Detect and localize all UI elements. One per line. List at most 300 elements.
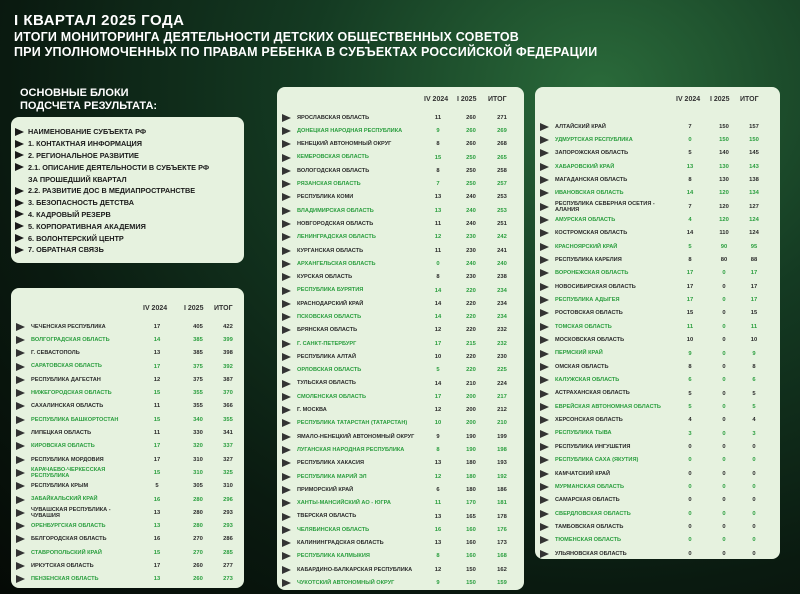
table-row (11, 546, 244, 559)
value-q1: 220 (466, 314, 476, 321)
value-q4: 4 (688, 417, 692, 424)
block-item-label: 1. КОНТАКТНАЯ ИНФОРМАЦИЯ (28, 139, 143, 149)
value-q4: 14 (434, 300, 442, 307)
value-q1: 165 (466, 513, 476, 520)
value-q4: 0 (688, 443, 692, 450)
value-total: 127 (749, 203, 759, 210)
arrow-icon (540, 550, 549, 558)
table-row (535, 507, 780, 520)
region-name: ВОЛОГОДСКАЯ ОБЛАСТЬ (297, 167, 370, 174)
value-total: 3 (752, 430, 756, 437)
table-row (535, 147, 780, 160)
value-total: 224 (497, 380, 507, 387)
arrow-icon (16, 562, 25, 570)
value-total: 399 (223, 336, 233, 343)
table-row (11, 506, 244, 519)
arrow-icon (540, 229, 549, 237)
value-total: 422 (223, 323, 233, 330)
arrow-icon (282, 273, 291, 281)
value-total: 310 (223, 483, 233, 490)
blocks-title-line-1: ОСНОВНЫЕ БЛОКИ (20, 87, 129, 99)
value-total: 241 (497, 247, 507, 254)
value-total: 193 (497, 460, 507, 467)
region-name: СТАВРОПОЛЬСКИЙ КРАЙ (31, 549, 102, 556)
table-row (535, 187, 780, 200)
table-row (11, 373, 244, 386)
table-row (11, 333, 244, 346)
value-total: 0 (752, 550, 756, 557)
table-row (535, 374, 780, 387)
value-q1: 0 (722, 310, 726, 317)
table-row (277, 337, 524, 350)
value-q4: 14 (686, 230, 694, 237)
value-total: 327 (223, 456, 233, 463)
table-row (535, 494, 780, 507)
region-name: БЕЛГОРОДСКАЯ ОБЛАСТЬ (31, 536, 107, 543)
arrow-icon (16, 469, 25, 477)
value-q4: 13 (153, 523, 161, 530)
value-total: 398 (223, 350, 233, 357)
value-q1: 405 (193, 323, 203, 330)
value-total: 212 (497, 407, 507, 414)
value-q1: 0 (722, 430, 726, 437)
arrow-icon (16, 323, 25, 331)
table-row (11, 386, 244, 399)
value-total: 5 (752, 403, 756, 410)
arrow-icon (15, 210, 24, 218)
region-name: ЧУВАШСКАЯ РЕСПУБЛИКА - ЧУВАШИЯ (31, 506, 111, 519)
table-row (535, 253, 780, 266)
value-total: 8 (752, 363, 756, 370)
table-row (11, 440, 244, 453)
value-q1: 0 (722, 523, 726, 530)
value-total: 178 (497, 513, 507, 520)
table-row (535, 173, 780, 186)
arrow-icon (282, 233, 291, 241)
arrow-icon (16, 416, 25, 424)
value-total: 251 (497, 221, 507, 228)
region-name: КУРГАНСКАЯ ОБЛАСТЬ (297, 247, 364, 254)
region-name: КУРСКАЯ ОБЛАСТЬ (297, 274, 353, 281)
value-q1: 250 (466, 181, 476, 188)
value-total: 271 (497, 114, 507, 121)
value-q4: 0 (688, 510, 692, 517)
arrow-icon (540, 430, 549, 438)
value-total: 0 (752, 470, 756, 477)
column-header-c1: IV 2024 (143, 305, 168, 312)
value-q1: 260 (193, 562, 203, 569)
arrow-icon (16, 522, 25, 530)
value-q4: 10 (434, 353, 442, 360)
arrow-icon (16, 402, 25, 410)
arrow-icon (282, 167, 291, 175)
region-name: ЗАБАЙКАЛЬСКИЙ КРАЙ (31, 496, 98, 503)
table-row (535, 160, 780, 173)
blocks-title-line-2: ПОДСЧЕТА РЕЗУЛЬТАТА: (20, 100, 158, 112)
arrow-icon (540, 323, 549, 331)
region-name: РЕСПУБЛИКА КАРЕЛИЯ (555, 257, 622, 263)
arrow-icon (540, 256, 549, 264)
value-q4: 16 (153, 536, 161, 543)
arrow-icon (282, 513, 291, 521)
value-q4: 0 (688, 137, 692, 144)
region-name: ЧЕЛЯБИНСКАЯ ОБЛАСТЬ (297, 526, 370, 533)
value-total: 285 (223, 549, 233, 556)
arrow-icon (282, 566, 291, 574)
value-q1: 180 (466, 486, 476, 493)
value-q4: 13 (153, 509, 161, 516)
value-q4: 15 (153, 549, 161, 556)
table-row (277, 576, 524, 589)
table-row (535, 427, 780, 440)
value-q4: 9 (688, 350, 692, 357)
table-row (277, 217, 524, 230)
table-row (535, 400, 780, 413)
region-name: Г. МОСКВА (297, 407, 327, 414)
arrow-icon (540, 456, 549, 464)
value-total: 176 (497, 526, 507, 533)
value-q1: 385 (193, 336, 203, 343)
value-q4: 0 (688, 523, 692, 530)
value-q4: 8 (436, 553, 440, 560)
block-item (15, 126, 244, 138)
table-row (277, 151, 524, 164)
value-total: 234 (497, 300, 507, 307)
value-q1: 170 (466, 500, 476, 507)
arrow-icon (282, 154, 291, 162)
value-q4: 12 (434, 327, 442, 334)
value-q1: 0 (722, 537, 726, 544)
arrow-icon (540, 510, 549, 518)
value-total: 277 (223, 562, 233, 569)
table-row (11, 426, 244, 439)
value-q4: 8 (688, 257, 692, 264)
table-row (535, 280, 780, 293)
value-total: 293 (223, 509, 233, 516)
region-name: ОРЕНБУРГСКАЯ ОБЛАСТЬ (31, 522, 106, 529)
value-total: 17 (750, 297, 758, 304)
table-row (535, 534, 780, 547)
value-q1: 90 (720, 243, 728, 250)
arrow-icon (16, 442, 25, 450)
region-name: ИВАНОВСКАЯ ОБЛАСТЬ (555, 190, 624, 197)
value-q1: 270 (193, 549, 203, 556)
table-row (535, 454, 780, 467)
arrow-icon (540, 496, 549, 504)
region-name: ПЕРМСКИЙ КРАЙ (555, 350, 603, 357)
table-row (535, 227, 780, 240)
arrow-icon (16, 496, 25, 504)
region-name: ЧЕЧЕНСКАЯ РЕСПУБЛИКА (31, 323, 106, 330)
table-row (277, 563, 524, 576)
value-q4: 4 (688, 217, 692, 224)
value-q1: 130 (719, 177, 729, 184)
table-row (277, 457, 524, 470)
value-q1: 0 (722, 403, 726, 410)
value-q4: 5 (688, 243, 692, 250)
column-header-c1: IV 2024 (676, 96, 701, 103)
arrow-icon (540, 189, 549, 197)
value-q4: 7 (688, 123, 692, 130)
table-row (535, 440, 780, 453)
arrow-icon (282, 340, 291, 348)
value-total: 370 (223, 390, 233, 397)
value-q4: 9 (436, 433, 440, 440)
value-total: 286 (223, 536, 233, 543)
value-q1: 0 (722, 470, 726, 477)
value-total: 234 (497, 287, 507, 294)
value-q1: 375 (193, 376, 203, 383)
arrow-icon (540, 283, 549, 291)
column-header-c1: IV 2024 (424, 96, 449, 103)
region-name: КАБАРДИНО-БАЛКАРСКАЯ РЕСПУБЛИКА (297, 566, 413, 573)
value-total: 253 (497, 194, 507, 201)
arrow-icon (16, 429, 25, 437)
value-q4: 14 (434, 380, 442, 387)
arrow-icon (540, 243, 549, 251)
value-q4: 8 (436, 141, 440, 148)
value-q1: 280 (193, 509, 203, 516)
table-row (277, 231, 524, 244)
value-total: 210 (497, 420, 507, 427)
ranking-panel-1 (11, 288, 244, 588)
region-name: КАЛИНИНГРАДСКАЯ ОБЛАСТЬ (297, 540, 384, 547)
arrow-icon (282, 539, 291, 547)
region-name: КРАСНОЯРСКИЙ КРАЙ (555, 243, 618, 250)
value-q4: 13 (686, 163, 694, 170)
value-q1: 0 (722, 497, 726, 504)
value-total: 265 (497, 154, 507, 161)
value-q4: 9 (436, 127, 440, 134)
block-item (15, 244, 244, 256)
block-item-label: 2.2. РАЗВИТИЕ ДОС В МЕДИАПРОСТРАНСТВЕ (28, 186, 196, 196)
value-total: 238 (497, 274, 507, 281)
region-name: КОСТРОМСКАЯ ОБЛАСТЬ (555, 230, 628, 237)
value-total: 15 (750, 310, 758, 317)
table-row (277, 510, 524, 523)
region-name: РЕСПУБЛИКА ТЫВА (555, 430, 612, 437)
value-q4: 11 (434, 114, 442, 121)
table-row (11, 466, 244, 479)
value-q4: 12 (434, 473, 442, 480)
value-q1: 280 (193, 496, 203, 503)
value-q4: 11 (434, 500, 442, 507)
value-q1: 160 (466, 540, 476, 547)
arrow-icon (540, 296, 549, 304)
arrow-icon (282, 406, 291, 414)
value-q1: 200 (466, 420, 476, 427)
value-total: 124 (749, 217, 759, 224)
value-q4: 11 (686, 323, 694, 330)
value-total: 257 (497, 181, 507, 188)
region-name: ВЛАДИМИРСКАЯ ОБЛАСТЬ (297, 207, 374, 214)
value-q4: 12 (434, 234, 442, 241)
value-q4: 14 (153, 336, 161, 343)
table-row (535, 347, 780, 360)
region-name: ТУЛЬСКАЯ ОБЛАСТЬ (297, 380, 356, 387)
value-q1: 0 (722, 377, 726, 384)
column-header-c2: I 2025 (457, 96, 477, 103)
arrow-icon (282, 260, 291, 268)
value-q4: 0 (688, 470, 692, 477)
block-item (15, 185, 244, 197)
region-name: ЕВРЕЙСКАЯ АВТОНОМНАЯ ОБЛАСТЬ (555, 403, 661, 410)
value-total: 392 (223, 363, 233, 370)
table-row (535, 293, 780, 306)
value-q4: 5 (688, 390, 692, 397)
block-item-label: ЗА ПРОШЕДШИЙ КВАРТАЛ (28, 174, 127, 184)
value-q1: 220 (466, 327, 476, 334)
arrow-icon (540, 203, 549, 211)
value-q1: 240 (466, 194, 476, 201)
arrow-icon (15, 222, 24, 230)
value-q4: 11 (153, 403, 161, 410)
value-q1: 230 (466, 234, 476, 241)
block-item (15, 220, 244, 232)
value-q4: 6 (436, 486, 440, 493)
arrow-icon (540, 470, 549, 478)
table-row (277, 297, 524, 310)
region-name: ЯРОСЛАВСКАЯ ОБЛАСТЬ (297, 114, 370, 121)
region-name: ЛИПЕЦКАЯ ОБЛАСТЬ (31, 429, 92, 436)
table-row (277, 124, 524, 137)
value-q4: 13 (434, 460, 442, 467)
table-row (535, 360, 780, 373)
region-name: ТЮМЕНСКАЯ ОБЛАСТЬ (555, 537, 622, 544)
value-q1: 210 (466, 380, 476, 387)
arrow-icon (282, 380, 291, 388)
block-item-label: 2. РЕГИОНАЛЬНОЕ РАЗВИТИЕ (28, 150, 139, 160)
block-item-label: 3. БЕЗОПАСНОСТЬ ДЕТСТВА (28, 198, 134, 208)
region-name: ХАНТЫ-МАНСИЙСКИЙ АО - ЮГРА (297, 500, 391, 507)
table-row (535, 240, 780, 253)
value-total: 0 (752, 510, 756, 517)
arrow-icon (540, 309, 549, 317)
arrow-icon (282, 446, 291, 454)
arrow-icon (282, 552, 291, 560)
block-item-label: 6. ВОЛОНТЕРСКИЙ ЦЕНТР (28, 233, 124, 243)
region-name: СВЕРДЛОВСКАЯ ОБЛАСТЬ (555, 510, 631, 517)
value-q1: 260 (193, 576, 203, 583)
region-name: МОСКОВСКАЯ ОБЛАСТЬ (555, 337, 625, 344)
region-name: КАРАЧАЕВО-ЧЕРКЕССКАЯ РЕСПУБЛИКА (31, 466, 106, 479)
value-q1: 250 (466, 167, 476, 174)
value-total: 150 (749, 137, 759, 144)
value-total: 268 (497, 141, 507, 148)
value-q1: 0 (722, 283, 726, 290)
arrow-icon (16, 549, 25, 557)
arrow-icon (540, 163, 549, 171)
arrow-icon (282, 486, 291, 494)
region-name: ОМСКАЯ ОБЛАСТЬ (555, 363, 609, 370)
arrow-icon (540, 136, 549, 144)
region-name: ДОНЕЦКАЯ НАРОДНАЯ РЕСПУБЛИКА (297, 127, 403, 134)
value-q1: 230 (466, 274, 476, 281)
region-name: УЛЬЯНОВСКАЯ ОБЛАСТЬ (555, 550, 627, 557)
value-total: 387 (223, 376, 233, 383)
arrow-icon (540, 269, 549, 277)
region-name: РЕСПУБЛИКА ИНГУШЕТИЯ (555, 443, 631, 450)
table-row (535, 213, 780, 226)
table-row (277, 497, 524, 510)
value-q1: 220 (466, 367, 476, 374)
value-q4: 0 (688, 497, 692, 504)
table-row (277, 443, 524, 456)
value-q4: 6 (688, 377, 692, 384)
arrow-icon (16, 349, 25, 357)
value-q1: 355 (193, 403, 203, 410)
value-q1: 355 (193, 390, 203, 397)
value-q4: 16 (434, 526, 442, 533)
table-row (11, 519, 244, 532)
arrow-icon (282, 300, 291, 308)
value-q4: 15 (686, 310, 694, 317)
arrow-icon (282, 127, 291, 135)
value-total: 181 (497, 500, 507, 507)
region-name: КРАСНОДАРСКИЙ КРАЙ (297, 300, 364, 307)
value-total: 159 (497, 580, 507, 587)
region-name: РОСТОВСКАЯ ОБЛАСТЬ (555, 310, 623, 317)
value-q1: 280 (193, 523, 203, 530)
arrow-icon (540, 350, 549, 358)
region-name: БРЯНСКАЯ ОБЛАСТЬ (297, 327, 358, 334)
value-q1: 150 (466, 580, 476, 587)
arrow-icon (282, 419, 291, 427)
region-name: УДМУРТСКАЯ РЕСПУБЛИКА (555, 136, 633, 143)
table-row (277, 284, 524, 297)
value-total: 9 (752, 350, 756, 357)
arrow-icon (282, 526, 291, 534)
value-q4: 17 (153, 443, 161, 450)
value-q1: 240 (466, 207, 476, 214)
value-q1: 215 (466, 340, 476, 347)
region-name: ЛУГАНСКАЯ НАРОДНАЯ РЕСПУБЛИКА (297, 446, 405, 453)
value-q4: 11 (434, 247, 442, 254)
region-name: КИРОВСКАЯ ОБЛАСТЬ (31, 443, 95, 450)
value-q4: 10 (434, 420, 442, 427)
value-q4: 5 (436, 367, 440, 374)
value-total: 273 (223, 576, 233, 583)
value-q1: 0 (722, 417, 726, 424)
region-name: РЕСПУБЛИКА АДЫГЕЯ (555, 297, 620, 304)
table-row (277, 257, 524, 270)
value-q4: 0 (688, 457, 692, 464)
value-total: 157 (749, 123, 759, 130)
value-total: 232 (497, 327, 507, 334)
value-total: 199 (497, 433, 507, 440)
region-name: Г. СЕВАСТОПОЛЬ (31, 350, 80, 357)
value-q1: 330 (193, 430, 203, 437)
region-name: РЕСПУБЛИКА БАШКОРТОСТАН (31, 416, 119, 423)
value-q1: 190 (466, 447, 476, 454)
value-q1: 310 (193, 469, 203, 476)
value-q4: 13 (434, 540, 442, 547)
value-q4: 0 (688, 483, 692, 490)
table-row (535, 200, 780, 213)
value-q1: 0 (722, 337, 726, 344)
value-total: 4 (752, 417, 756, 424)
value-q1: 110 (719, 230, 729, 237)
arrow-icon (282, 180, 291, 188)
value-q1: 0 (722, 363, 726, 370)
value-q1: 0 (722, 270, 726, 277)
arrow-icon (540, 536, 549, 544)
table-row (11, 360, 244, 373)
table-row (277, 470, 524, 483)
value-q1: 260 (466, 114, 476, 121)
block-item-label: 5. КОРПОРАТИВНАЯ АКАДЕМИЯ (28, 221, 146, 231)
value-total: 95 (750, 243, 758, 250)
